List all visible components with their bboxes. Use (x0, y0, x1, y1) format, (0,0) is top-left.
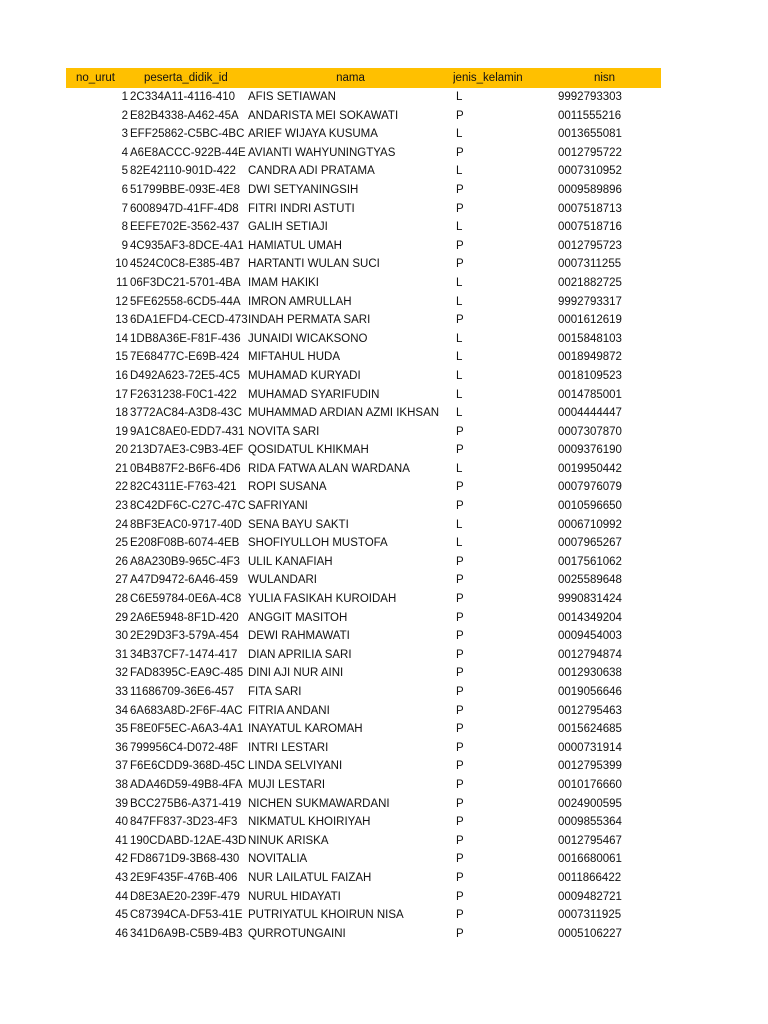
cell-no-urut[interactable]: 4 (121, 146, 128, 159)
table-row (66, 776, 661, 795)
cell-nisn[interactable]: 0007311255 (558, 258, 622, 271)
table-row (66, 497, 661, 516)
cell-peserta-didik-id[interactable]: 6A683A8D-2F6F-4AC (130, 704, 243, 717)
cell-jenis-kelamin[interactable]: P (456, 686, 464, 698)
cell-nisn[interactable]: 0007310952 (558, 165, 622, 178)
cell-no-urut[interactable]: 12 (115, 295, 128, 308)
cell-no-urut[interactable]: 45 (115, 909, 128, 922)
cell-nisn[interactable]: 0021882725 (558, 276, 622, 289)
cell-peserta-didik-id[interactable]: 11686709-36E6-457 (130, 686, 235, 698)
table-row (66, 423, 661, 442)
cell-peserta-didik-id[interactable]: 847FF837-3D23-4F3 (130, 816, 238, 829)
cell-nama[interactable]: QURROTUNGAINI (248, 927, 346, 940)
cell-nisn[interactable]: 0010596650 (558, 500, 622, 513)
cell-jenis-kelamin[interactable]: P (456, 109, 464, 122)
cell-peserta-didik-id[interactable]: 82C4311E-F763-421 (130, 481, 237, 494)
table-row (66, 850, 661, 869)
cell-nama[interactable]: IMRON AMRULLAH (248, 295, 352, 308)
cell-peserta-didik-id[interactable]: FD8671D9-3B68-430 (130, 853, 240, 866)
cell-nama[interactable]: MUHAMMAD ARDIAN AZMI IKHSAN (248, 407, 440, 420)
cell-nama[interactable]: AVIANTI WAHYUNINGTYAS (248, 146, 396, 159)
cell-nisn[interactable]: 0001612619 (558, 314, 622, 327)
cell-nama[interactable]: RIDA FATWA ALAN WARDANA (248, 462, 410, 475)
table-row (66, 255, 661, 274)
cell-nama[interactable]: SHOFIYULLOH MUSTOFA (248, 537, 388, 550)
cell-nisn[interactable]: 0025589648 (558, 574, 622, 587)
cell-no-urut[interactable]: 23 (115, 500, 128, 513)
cell-jenis-kelamin[interactable]: P (456, 630, 464, 643)
table-row (66, 813, 661, 832)
cell-nisn[interactable]: 0018109523 (558, 369, 622, 382)
cell-no-urut[interactable]: 38 (115, 778, 128, 791)
cell-nisn[interactable]: 0012794874 (558, 648, 622, 661)
cell-nisn[interactable]: 0012795467 (558, 834, 622, 847)
cell-nama[interactable]: WULANDARI (248, 574, 318, 587)
cell-jenis-kelamin[interactable]: L (456, 369, 463, 382)
cell-peserta-didik-id[interactable]: 8BF3EAC0-9717-40D (130, 518, 242, 531)
cell-no-urut[interactable]: 6 (121, 183, 128, 196)
cell-peserta-didik-id[interactable]: E82B4338-A462-45A (130, 109, 239, 122)
table-row (66, 571, 661, 590)
column-header-nama[interactable]: nama (336, 72, 365, 84)
table-row (66, 181, 661, 200)
column-header-peserta-didik-id[interactable]: peserta_didik_id (144, 72, 228, 84)
cell-peserta-didik-id[interactable]: E208F08B-6074-4EB (130, 537, 240, 550)
cell-no-urut[interactable]: 22 (115, 481, 128, 494)
cell-nisn[interactable]: 0009454003 (558, 630, 622, 643)
cell-jenis-kelamin[interactable]: P (456, 853, 464, 866)
cell-jenis-kelamin[interactable]: P (456, 555, 464, 568)
cell-nama[interactable]: DWI SETYANINGSIH (248, 183, 359, 196)
cell-jenis-kelamin[interactable]: L (456, 388, 463, 401)
spreadsheet-table (66, 68, 661, 943)
table-row (66, 627, 661, 646)
cell-jenis-kelamin[interactable]: P (456, 425, 464, 438)
table-row (66, 516, 661, 535)
cell-no-urut[interactable]: 14 (115, 332, 128, 345)
cell-nisn[interactable]: 0009376190 (558, 444, 622, 457)
cell-peserta-didik-id[interactable]: 2C334A11-4116-410 (130, 91, 236, 103)
cell-jenis-kelamin[interactable]: P (456, 871, 464, 884)
cell-nama[interactable]: GALIH SETIAJI (248, 221, 328, 234)
cell-peserta-didik-id[interactable]: D492A623-72E5-4C5 (130, 369, 240, 382)
cell-jenis-kelamin[interactable]: L (456, 276, 463, 289)
cell-nama[interactable]: NOVITALIA (248, 853, 308, 866)
cell-nisn[interactable]: 0024900595 (558, 797, 622, 810)
cell-no-urut[interactable]: 3 (121, 128, 128, 141)
cell-nama[interactable]: FITRIA ANDANI (248, 704, 330, 717)
cell-peserta-didik-id[interactable]: C6E59784-0E6A-4C8 (130, 593, 242, 606)
cell-peserta-didik-id[interactable]: EFF25862-C5BC-4BC (130, 128, 245, 141)
cell-peserta-didik-id[interactable]: 6DA1EFD4-CECD-473 (130, 314, 248, 327)
cell-nisn[interactable]: 9992793303 (558, 91, 622, 103)
cell-jenis-kelamin[interactable]: L (456, 407, 463, 420)
cell-no-urut[interactable]: 40 (115, 816, 128, 829)
cell-jenis-kelamin[interactable]: P (456, 258, 464, 271)
table-row (66, 590, 661, 609)
cell-no-urut[interactable]: 31 (115, 648, 128, 661)
cell-nama[interactable]: ULIL KANAFIAH (248, 555, 333, 568)
cell-peserta-didik-id[interactable]: F6E6CDD9-368D-45C (130, 760, 246, 773)
cell-peserta-didik-id[interactable]: D8E3AE20-239F-479 (130, 890, 240, 903)
cell-nisn[interactable]: 0019056646 (558, 686, 622, 698)
cell-peserta-didik-id[interactable]: 9A1C8AE0-EDD7-431 (130, 425, 245, 438)
cell-nisn[interactable]: 0007311925 (558, 909, 622, 922)
cell-jenis-kelamin[interactable]: P (456, 444, 464, 457)
cell-no-urut[interactable]: 16 (115, 369, 128, 382)
cell-peserta-didik-id[interactable]: F8E0F5EC-A6A3-4A1 (130, 723, 244, 736)
cell-jenis-kelamin[interactable]: L (456, 91, 463, 103)
cell-no-urut[interactable]: 15 (115, 351, 128, 364)
cell-peserta-didik-id[interactable]: 6008947D-41FF-4D8 (130, 202, 239, 215)
table-row (66, 237, 661, 256)
cell-jenis-kelamin[interactable]: P (456, 704, 464, 717)
cell-no-urut[interactable]: 26 (115, 555, 128, 568)
cell-nisn[interactable]: 0015624685 (558, 723, 622, 736)
cell-peserta-didik-id[interactable]: 799956C4-D072-48F (130, 741, 239, 754)
cell-no-urut[interactable]: 5 (121, 165, 128, 178)
cell-peserta-didik-id[interactable]: 34B37CF7-1474-417 (130, 648, 238, 661)
cell-nama[interactable]: JUNAIDI WICAKSONO (248, 332, 368, 345)
cell-peserta-didik-id[interactable]: BCC275B6-A371-419 (130, 797, 242, 810)
cell-no-urut[interactable]: 7 (121, 202, 128, 215)
cell-nama[interactable]: NIKMATUL KHOIRIYAH (248, 816, 371, 829)
table-row (66, 795, 661, 814)
cell-jenis-kelamin[interactable]: P (456, 183, 464, 196)
cell-nisn[interactable]: 0018949872 (558, 351, 622, 364)
cell-nama[interactable]: SENA BAYU SAKTI (248, 518, 349, 531)
table-row (66, 386, 661, 405)
cell-no-urut[interactable]: 39 (115, 797, 128, 810)
cell-nama[interactable]: HARTANTI WULAN SUCI (248, 258, 380, 271)
cell-jenis-kelamin[interactable]: P (456, 593, 464, 606)
cell-peserta-didik-id[interactable]: F2631238-F0C1-422 (130, 388, 237, 401)
cell-no-urut[interactable]: 17 (115, 388, 128, 401)
cell-nama[interactable]: AFIS SETIAWAN (248, 91, 336, 103)
cell-nama[interactable]: MUHAMAD SYARIFUDIN (248, 388, 380, 401)
cell-nisn[interactable]: 0009589896 (558, 183, 622, 196)
cell-peserta-didik-id[interactable]: 213D7AE3-C9B3-4EF (130, 444, 244, 457)
cell-peserta-didik-id[interactable]: 190CDABD-12AE-43D (130, 834, 247, 847)
table-row (66, 739, 661, 758)
cell-no-urut[interactable]: 44 (115, 890, 128, 903)
cell-peserta-didik-id[interactable]: 1DB8A36E-F81F-436 (130, 332, 241, 345)
cell-peserta-didik-id[interactable]: 5FE62558-6CD5-44A (130, 295, 241, 308)
cell-jenis-kelamin[interactable]: L (456, 332, 463, 345)
table-row (66, 478, 661, 497)
header-row (66, 68, 661, 88)
cell-nama[interactable]: INTRI LESTARI (248, 741, 329, 754)
cell-nama[interactable]: MUHAMAD KURYADI (248, 369, 361, 382)
table-row (66, 832, 661, 851)
table-row (66, 404, 661, 423)
cell-nisn[interactable]: 0009482721 (558, 890, 622, 903)
cell-jenis-kelamin[interactable]: P (456, 797, 464, 810)
cell-jenis-kelamin[interactable]: L (456, 537, 463, 550)
cell-jenis-kelamin[interactable]: L (456, 165, 463, 178)
cell-jenis-kelamin[interactable]: P (456, 648, 464, 661)
cell-no-urut[interactable]: 2 (121, 109, 128, 122)
cell-jenis-kelamin[interactable]: P (456, 667, 464, 680)
table-row (66, 683, 661, 702)
cell-nama[interactable]: FITRI INDRI ASTUTI (248, 202, 355, 215)
cell-nama[interactable]: CANDRA ADI PRATAMA (248, 165, 375, 178)
cell-nisn[interactable]: 0010176660 (558, 778, 622, 791)
cell-no-urut[interactable]: 20 (115, 444, 128, 457)
cell-peserta-didik-id[interactable]: A8A230B9-965C-4F3 (130, 555, 240, 568)
cell-no-urut[interactable]: 19 (115, 425, 128, 438)
cell-no-urut[interactable]: 43 (115, 871, 128, 884)
cell-no-urut[interactable]: 27 (115, 574, 128, 587)
table-row (66, 367, 661, 386)
cell-jenis-kelamin[interactable]: L (456, 518, 463, 531)
cell-peserta-didik-id[interactable]: 2E29D3F3-579A-454 (130, 630, 239, 643)
table-row (66, 888, 661, 907)
cell-nama[interactable]: ARIEF WIJAYA KUSUMA (248, 128, 378, 141)
cell-peserta-didik-id[interactable]: 4524C0C8-E385-4B7 (130, 258, 240, 271)
table-row (66, 348, 661, 367)
cell-nisn[interactable]: 0012930638 (558, 667, 622, 680)
table-row (66, 702, 661, 721)
cell-no-urut[interactable]: 25 (115, 537, 128, 550)
cell-nama[interactable]: FITA SARI (248, 686, 302, 698)
cell-peserta-didik-id[interactable]: 2E9F435F-476B-406 (130, 871, 238, 884)
cell-nama[interactable]: QOSIDATUL KHIKMAH (248, 444, 369, 457)
cell-nisn[interactable]: 0004444447 (558, 407, 622, 420)
cell-nisn[interactable]: 0007307870 (558, 425, 622, 438)
cell-jenis-kelamin[interactable]: L (456, 221, 463, 234)
cell-nama[interactable]: DINI AJI NUR AINI (248, 667, 344, 680)
cell-jenis-kelamin[interactable]: P (456, 314, 464, 327)
cell-jenis-kelamin[interactable]: L (456, 128, 463, 141)
cell-jenis-kelamin[interactable]: P (456, 834, 464, 847)
cell-nama[interactable]: NURUL HIDAYATI (248, 890, 341, 903)
table-row (66, 200, 661, 219)
cell-jenis-kelamin[interactable]: P (456, 890, 464, 903)
cell-nama[interactable]: DEWI RAHMAWATI (248, 630, 350, 643)
cell-no-urut[interactable]: 34 (115, 704, 128, 717)
cell-nama[interactable]: ANGGIT MASITOH (248, 611, 348, 624)
cell-peserta-didik-id[interactable]: C87394CA-DF53-41E (130, 909, 243, 922)
cell-nisn[interactable]: 0007976079 (558, 481, 622, 494)
cell-no-urut[interactable]: 21 (115, 462, 128, 475)
cell-nama[interactable]: HAMIATUL UMAH (248, 239, 342, 252)
cell-no-urut[interactable]: 46 (115, 927, 128, 940)
cell-jenis-kelamin[interactable]: P (456, 611, 464, 624)
cell-peserta-didik-id[interactable]: 51799BBE-093E-4E8 (130, 183, 240, 196)
table-row (66, 162, 661, 181)
cell-no-urut[interactable]: 10 (115, 258, 128, 271)
cell-no-urut[interactable]: 32 (115, 667, 128, 680)
cell-no-urut[interactable]: 1 (121, 91, 128, 103)
table-row (66, 107, 661, 126)
cell-jenis-kelamin[interactable]: L (456, 351, 463, 364)
cell-jenis-kelamin[interactable]: P (456, 481, 464, 494)
cell-no-urut[interactable]: 33 (115, 686, 128, 698)
cell-nisn[interactable]: 0012795722 (558, 146, 622, 159)
cell-peserta-didik-id[interactable]: ADA46D59-49B8-4FA (130, 778, 243, 791)
table-row (66, 441, 661, 460)
cell-nama[interactable]: INDAH PERMATA SARI (248, 314, 371, 327)
table-row (66, 293, 661, 312)
cell-nama[interactable]: NUR LAILATUL FAIZAH (248, 871, 372, 884)
cell-nama[interactable]: MUJI LESTARI (248, 778, 326, 791)
cell-peserta-didik-id[interactable]: 4C935AF3-8DCE-4A1 (130, 239, 244, 252)
column-header-nisn[interactable]: nisn (593, 72, 616, 84)
table-row (66, 534, 661, 553)
cell-nisn[interactable]: 0006710992 (558, 518, 622, 531)
cell-nama[interactable]: MIFTAHUL HUDA (248, 351, 340, 364)
cell-peserta-didik-id[interactable]: EEFE702E-3562-437 (130, 221, 240, 234)
cell-jenis-kelamin[interactable]: P (456, 927, 464, 940)
cell-jenis-kelamin[interactable]: P (456, 500, 464, 513)
cell-peserta-didik-id[interactable]: 8C42DF6C-C27C-47C (130, 500, 246, 513)
cell-nisn[interactable]: 0019950442 (558, 462, 622, 475)
cell-peserta-didik-id[interactable]: 7E68477C-E69B-424 (130, 351, 240, 364)
cell-nama[interactable]: NICHEN SUKMAWARDANI (248, 797, 390, 810)
cell-nisn[interactable]: 0000731914 (558, 741, 622, 754)
cell-no-urut[interactable]: 41 (115, 834, 128, 847)
cell-peserta-didik-id[interactable]: FAD8395C-EA9C-485 (130, 667, 244, 680)
table-row (66, 88, 661, 107)
cell-nisn[interactable]: 0012795463 (558, 704, 622, 717)
cell-jenis-kelamin[interactable]: P (456, 741, 464, 754)
cell-no-urut[interactable]: 35 (115, 723, 128, 736)
cell-jenis-kelamin[interactable]: P (456, 146, 464, 159)
cell-nisn[interactable]: 0012795399 (558, 760, 622, 773)
cell-jenis-kelamin[interactable]: L (456, 295, 463, 308)
cell-jenis-kelamin[interactable]: P (456, 760, 464, 773)
cell-peserta-didik-id[interactable]: 0B4B87F2-B6F6-4D6 (130, 462, 241, 475)
table-row (66, 125, 661, 144)
cell-nama[interactable]: DIAN APRILIA SARI (248, 648, 352, 661)
column-header-no-urut[interactable]: no_urut (76, 72, 116, 84)
cell-nama[interactable]: NINUK ARISKA (248, 834, 329, 847)
cell-jenis-kelamin[interactable]: P (456, 239, 464, 252)
cell-peserta-didik-id[interactable]: 3772AC84-A3D8-43C (130, 407, 242, 420)
cell-no-urut[interactable]: 42 (115, 853, 128, 866)
cell-jenis-kelamin[interactable]: P (456, 778, 464, 791)
cell-nama[interactable]: ANDARISTA MEI SOKAWATI (248, 109, 399, 122)
cell-nama[interactable]: INAYATUL KAROMAH (248, 723, 363, 736)
cell-nisn[interactable]: 0011555216 (558, 109, 622, 122)
cell-peserta-didik-id[interactable]: A6E8ACCC-922B-44E (130, 146, 246, 159)
cell-no-urut[interactable]: 11 (116, 276, 128, 289)
cell-nisn[interactable]: 0007518713 (558, 202, 622, 215)
table-row (66, 553, 661, 572)
cell-no-urut[interactable]: 36 (115, 741, 128, 754)
cell-nisn[interactable]: 0007965267 (558, 537, 622, 550)
table-row (66, 664, 661, 683)
cell-nisn[interactable]: 0016680061 (558, 853, 622, 866)
cell-jenis-kelamin[interactable]: L (456, 462, 463, 475)
cell-nisn[interactable]: 0014349204 (558, 611, 622, 624)
table-row (66, 311, 661, 330)
cell-nisn[interactable]: 9990831424 (558, 593, 622, 606)
cell-nisn[interactable]: 0007518716 (558, 221, 622, 234)
cell-nama[interactable]: PUTRIYATUL KHOIRUN NISA (248, 909, 404, 922)
cell-nama[interactable]: IMAM HAKIKI (248, 276, 319, 289)
cell-nisn[interactable]: 0017561062 (558, 555, 622, 568)
cell-nisn[interactable]: 0012795723 (558, 239, 622, 252)
cell-jenis-kelamin[interactable]: P (456, 723, 464, 736)
cell-peserta-didik-id[interactable]: 82E42110-901D-422 (130, 165, 236, 178)
cell-nisn[interactable]: 0011866422 (558, 871, 622, 884)
cell-nama[interactable]: NOVITA SARI (248, 425, 320, 438)
table-row (66, 925, 661, 944)
table-row (66, 274, 661, 293)
table-row (66, 460, 661, 479)
cell-no-urut[interactable]: 24 (115, 518, 128, 531)
table-body (66, 88, 661, 943)
cell-peserta-didik-id[interactable]: 2A6E5948-8F1D-420 (130, 611, 239, 624)
cell-nisn[interactable]: 0015848103 (558, 332, 622, 345)
cell-nama[interactable]: YULIA FASIKAH KUROIDAH (248, 593, 397, 606)
cell-nisn[interactable]: 0005106227 (558, 927, 622, 940)
cell-no-urut[interactable]: 28 (115, 593, 128, 606)
table-row (66, 906, 661, 925)
cell-jenis-kelamin[interactable]: P (456, 202, 464, 215)
cell-no-urut[interactable]: 13 (115, 314, 128, 327)
table-row (66, 144, 661, 163)
cell-peserta-didik-id[interactable]: 341D6A9B-C5B9-4B3 (130, 927, 243, 940)
cell-no-urut[interactable]: 37 (115, 760, 128, 773)
table-row (66, 609, 661, 628)
column-header-jenis-kelamin[interactable]: jenis_kelamin (453, 72, 523, 84)
table-row (66, 330, 661, 349)
cell-peserta-didik-id[interactable]: A47D9472-6A46-459 (130, 574, 239, 587)
cell-nisn[interactable]: 0009855364 (558, 816, 622, 829)
cell-no-urut[interactable]: 8 (121, 221, 128, 234)
table-row (66, 720, 661, 739)
table-row (66, 646, 661, 665)
cell-jenis-kelamin[interactable]: P (456, 909, 464, 922)
cell-no-urut[interactable]: 18 (115, 407, 128, 420)
cell-nisn[interactable]: 0013655081 (558, 128, 622, 141)
cell-no-urut[interactable]: 29 (115, 611, 128, 624)
cell-peserta-didik-id[interactable]: 06F3DC21-5701-4BA (130, 276, 241, 289)
cell-no-urut[interactable]: 9 (121, 239, 128, 252)
cell-nisn[interactable]: 0014785001 (558, 388, 622, 401)
cell-jenis-kelamin[interactable]: P (456, 574, 464, 587)
cell-nama[interactable]: LINDA SELVIYANI (248, 760, 343, 773)
cell-no-urut[interactable]: 30 (115, 630, 128, 643)
cell-nisn[interactable]: 9992793317 (558, 295, 622, 308)
table-row (66, 218, 661, 237)
table-row (66, 757, 661, 776)
cell-nama[interactable]: ROPI SUSANA (248, 481, 327, 494)
table-row (66, 869, 661, 888)
cell-nama[interactable]: SAFRIYANI (248, 500, 308, 513)
cell-jenis-kelamin[interactable]: P (456, 816, 464, 829)
